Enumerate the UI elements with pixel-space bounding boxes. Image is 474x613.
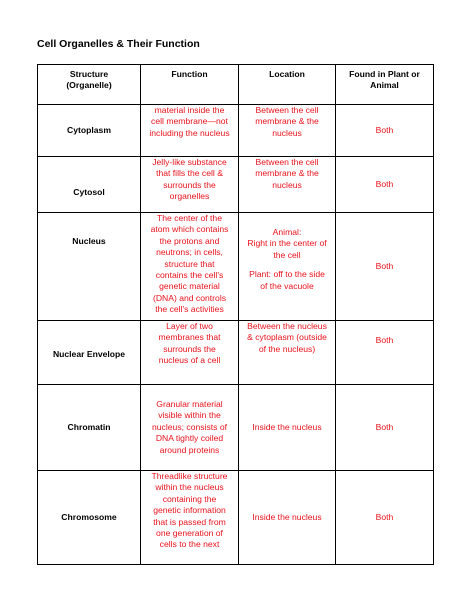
location-cell: Inside the nucleus <box>239 471 336 565</box>
document-title: Cell Organelles & Their Function <box>37 38 200 50</box>
structure-name: Cytosol <box>38 157 141 213</box>
structure-name: Chromatin <box>38 385 141 471</box>
location-cell: Between the cell membrane & the nucleus <box>239 105 336 157</box>
function-cell: Layer of two membranes that surrounds the nucleus of a cell <box>141 321 239 385</box>
header-structure: Structure (Organelle) <box>38 65 141 105</box>
table-row <box>38 385 434 471</box>
table-row <box>38 213 434 321</box>
found-in-cell: Both <box>336 321 434 385</box>
structure-name: Cytoplasm <box>38 105 141 157</box>
structure-name: Nuclear Envelope <box>38 321 141 385</box>
function-cell: Threadlike structure within the nucleus containing the genetic information that is passed from one generation of cells to the next <box>141 471 239 565</box>
organelle-table <box>37 64 434 565</box>
location-cell: Between the cell membrane & the nucleus <box>239 157 336 213</box>
structure-name: Nucleus <box>38 213 141 321</box>
table-row <box>38 157 434 213</box>
table-row <box>38 321 434 385</box>
function-cell: Jelly-like substance that fills the cell & surrounds the organelles <box>141 157 239 213</box>
found-in-cell: Both <box>336 105 434 157</box>
function-cell: material inside the cell membrane—not including the nucleus <box>141 105 239 157</box>
header-function: Function <box>141 65 239 105</box>
found-in-cell: Both <box>336 385 434 471</box>
function-cell: The center of the atom which contains the protons and neutrons; in cells, structure that contains the cell's genetic material (DNA) and controls the cell's activities <box>141 213 239 321</box>
location-cell: Animal: Right in the center of the cell Plant: off to the side of the vacuole <box>239 213 336 321</box>
header-found-in: Found in Plant or Animal <box>336 65 434 105</box>
found-in-cell: Both <box>336 471 434 565</box>
location-cell: Between the nucleus & cytoplasm (outside of the nucleus) <box>239 321 336 385</box>
function-cell: Granular material visible within the nucleus; consists of DNA tightly coiled around proteins <box>141 385 239 471</box>
header-row <box>38 65 434 105</box>
structure-name: Chromosome <box>38 471 141 565</box>
location-cell: Inside the nucleus <box>239 385 336 471</box>
found-in-cell: Both <box>336 157 434 213</box>
header-location: Location <box>239 65 336 105</box>
table-row <box>38 105 434 157</box>
table-row <box>38 471 434 565</box>
found-in-cell: Both <box>336 213 434 321</box>
